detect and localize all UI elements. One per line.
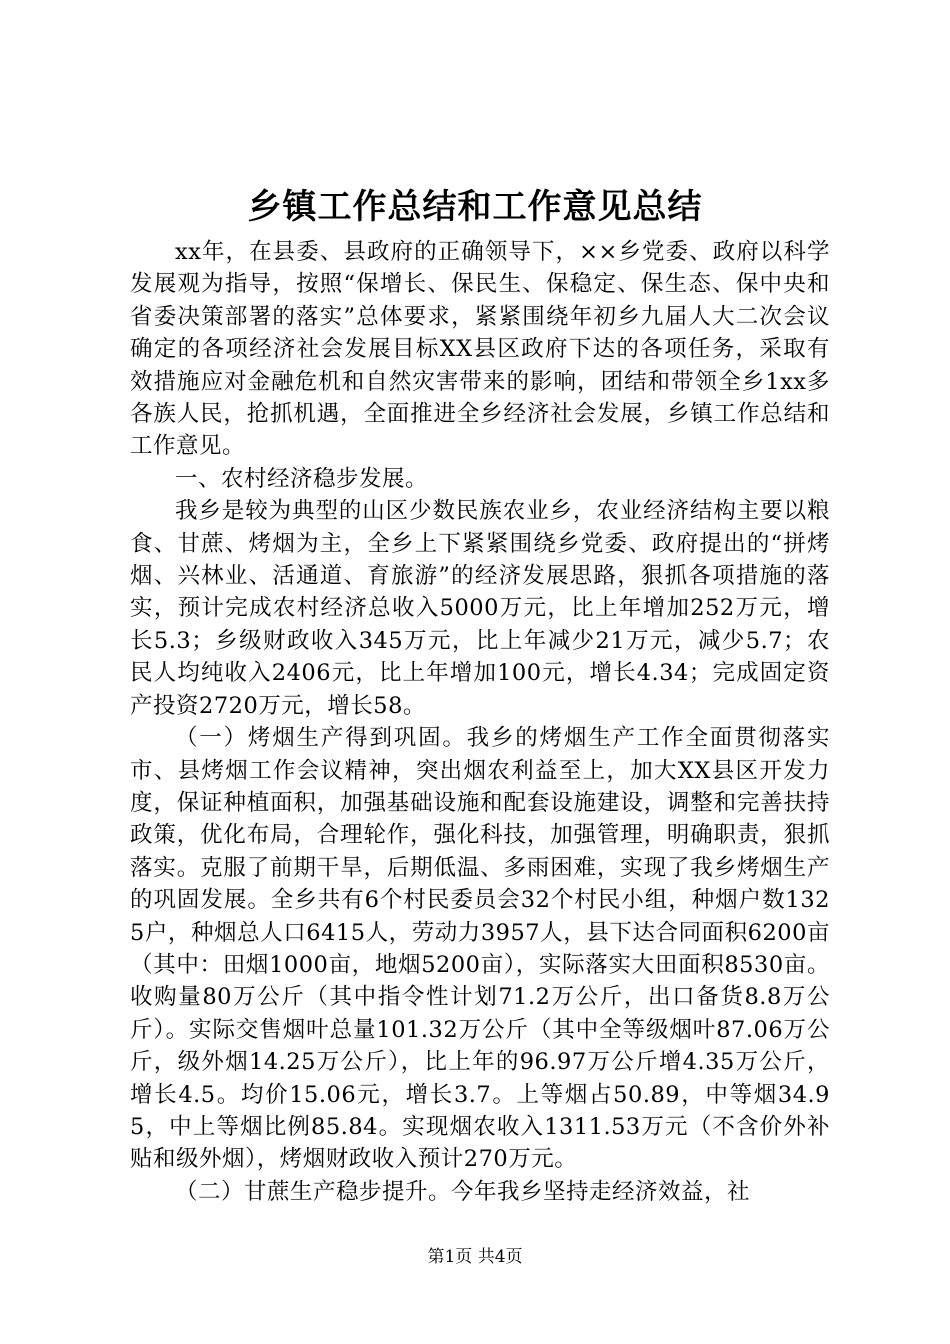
document-body [130, 236, 830, 1208]
document-title: 乡镇工作总结和工作意见总结 [247, 187, 703, 227]
page-number-footer: 第1页 共4页 [427, 1247, 523, 1267]
paragraph-sugarcane-production: （二）甘蔗生产稳步提升。今年我乡坚持走经济效益，社 [175, 1178, 751, 1205]
section-heading-rural-economy: 一、农村经济稳步发展。 [175, 465, 429, 492]
paragraph-rural-economy: 我乡是较为典型的山区少数民族农业乡，农业经济结构主要以粮食、甘蔗、烤烟为主，全乡上下紧紧围绕乡党委、政府提出的“拼烤烟、兴林业、活通道、育旅游”的经济发展思路，狠抓各项措施的落实，预计完成农村经济总收入5000万元，比上年增加252万元，增长5.3；乡级财政收入345万元，比上年减少21万元，减少5.7；农民人均纯收入2406元，比上年增加100元，增长4.34；完成固定资产投资2720万元，增长58。 [130, 498, 830, 719]
paragraph-tobacco-production: （一）烤烟生产得到巩固。我乡的烤烟生产工作全面贯彻落实市、县烤烟工作会议精神，突出烟农利益至上，加大XX县区开发力度，保证种植面积，加强基础设施和配套设施建设，调整和完善扶持政策，优化布局，合理轮作，强化科技，加强管理，明确职责，狠抓落实。克服了前期干旱，后期低温、多雨困难，实现了我乡烤烟生产的巩固发展。全乡共有6个村民委员会32个村民小组，种烟户数1325户，种烟总人口6415人，劳动力3957人，县下达合同面积6200亩（其中：田烟1000亩，地烟5200亩），实际落实大田面积8530亩。收购量80万公斤（其中指令性计划71.2万公斤，出口备货8.8万公斤）。实际交售烟叶总量101.32万公斤（其中全等级烟叶87.06万公斤，级外烟14.25万公斤），比上年的96.97万公斤增4.35万公斤，增长4.5。均价15.06元，增长3.7。上等烟占50.89，中等烟34.95，中上等烟比例85.84。实现烟农收入1311.53万元（不含价外补贴和级外烟），烤烟财政收入预计270万元。 [130, 725, 830, 1173]
paragraph-intro: xx年，在县委、县政府的正确领导下，××乡党委、政府以科学发展观为指导，按照“保增长、保民生、保稳定、保生态、保中央和省委决策部署的落实”总体要求，紧紧围绕年初乡九届人大二次会议确定的各项经济社会发展目标XX县区政府下达的各项任务，采取有效措施应对金融危机和自然灾害带来的影响，团结和带领全乡1xx多各族人民，抢抓机遇，全面推进全乡经济社会发展，乡镇工作总结和工作意见。 [130, 239, 830, 460]
